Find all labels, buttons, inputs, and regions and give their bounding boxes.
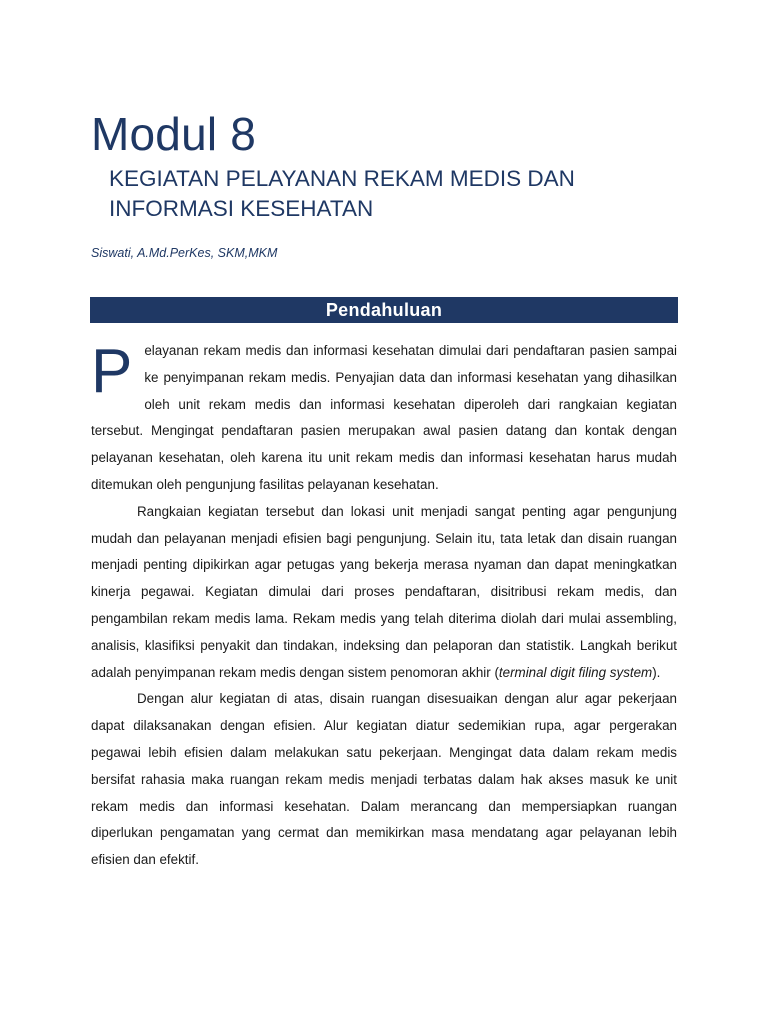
author-name: Siswati, A.Md.PerKes, SKM,MKM xyxy=(91,246,278,260)
module-subtitle-line-2: INFORMASI KESEHATAN xyxy=(109,196,374,221)
paragraph-2-text: Rangkaian kegiatan tersebut dan lokasi unit menjadi sangat penting agar pengunjung mudah dan pelayanan menjadi efisien bagi pengunjung. Selain itu, tata letak dan disain ruangan menjadi penting dipikirkan agar petugas yang bekerja merasa nyaman dan dapat meningkatkan kinerja pegawai. Kegiatan dimulai dari proses pendaftaran, disitribusi rekam medis, dan pengambilan rekam medis lama. Rekam medis yang telah diterima diolah dari mulai assembling, analisis, klasifiksi penyakit dan tindakan, indeksing dan pelaporan dan statistik. Langkah berikut adalah penyimpanan rekam medis dengan sistem penomoran akhir ( xyxy=(91,503,677,680)
paragraph-1-text: elayanan rekam medis dan informasi kesehatan dimulai dari pendaftaran pasien sampai ke penyimpanan rekam medis. Penyajian data dan informasi kesehatan yang dihasilkan oleh unit rekam medis dan informasi kesehatan diperoleh dari rangkaian kegiatan tersebut. Mengingat pendaftaran pasien merupakan awal pasien datang dan kontak dengan pelayanan kesehatan, oleh karena itu unit rekam medis dan informasi kesehatan harus mudah ditemukan oleh pengunjung fasilitas pelayanan kesehatan. xyxy=(91,343,677,492)
paragraph-3-text: Dengan alur kegiatan di atas, disain ruangan disesuaikan dengan alur agar pekerjaan dapat dilaksanakan dengan efisien. Alur kegiatan diatur sedemikian rupa, agar pergerakan pegawai lebih efisien dalam melakukan satu pekerjaan. Mengingat data dalam rekam medis bersifat rahasia maka ruangan rekam medis menjadi terbatas dalam hak akses masuk ke unit rekam medis dan informasi kesehatan. Dalam merancang dan mempersiapkan ruangan diperlukan pengamatan yang cermat dan memikirkan masa mendatang agar pelayanan lebih efisien dan efektif. xyxy=(91,691,677,868)
paragraph-1 xyxy=(91,338,677,499)
paragraph-2-italic-term: terminal digit filing system xyxy=(498,664,653,680)
module-subtitle xyxy=(109,164,669,224)
module-title: Modul 8 xyxy=(91,108,257,160)
paragraph-3 xyxy=(91,686,677,874)
paragraph-2-end: ). xyxy=(652,664,661,680)
section-heading: Pendahuluan xyxy=(325,300,443,320)
paragraph-2 xyxy=(91,499,677,687)
document-body xyxy=(91,338,677,874)
section-heading-bar xyxy=(90,297,678,323)
drop-cap: P xyxy=(91,337,133,406)
module-subtitle-line-1: KEGIATAN PELAYANAN REKAM MEDIS DAN xyxy=(109,166,575,191)
